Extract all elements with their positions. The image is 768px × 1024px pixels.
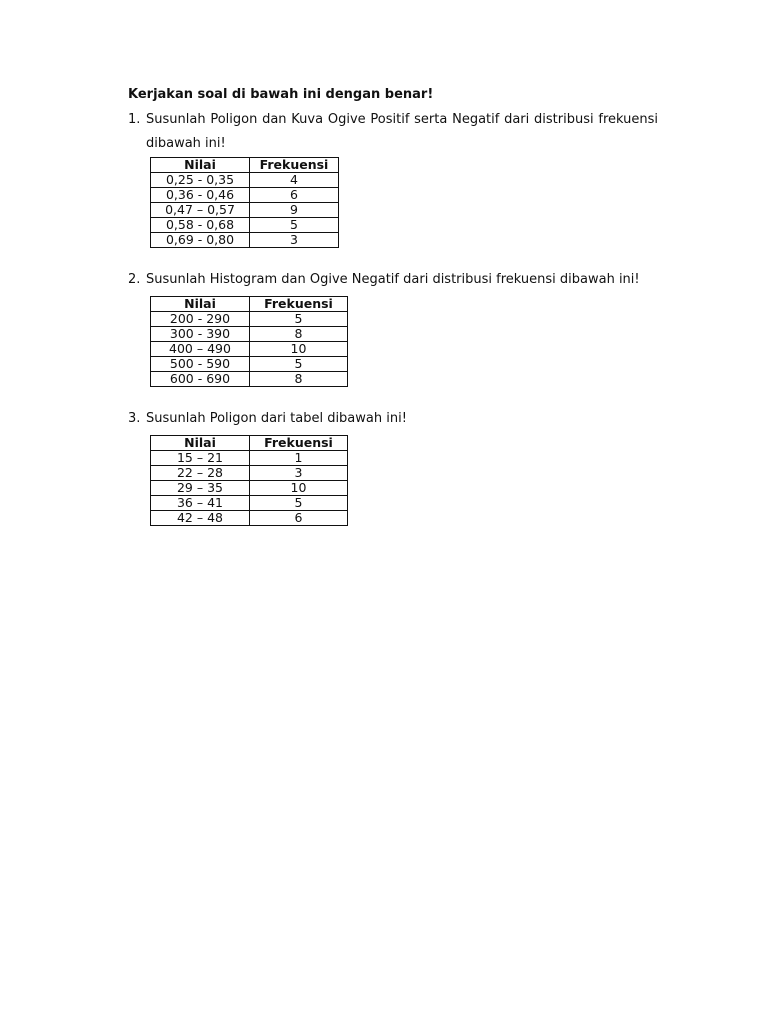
page-title: Kerjakan soal di bawah ini dengan benar!: [128, 87, 434, 102]
nilai-cell: 22 – 28: [151, 466, 250, 481]
frekuensi-cell: 5: [250, 312, 348, 327]
question-number: 2.: [128, 272, 141, 287]
table-row: [151, 466, 348, 481]
frekuensi-cell: 8: [250, 372, 348, 387]
table-row: [151, 496, 348, 511]
nilai-cell: 15 – 21: [151, 451, 250, 466]
frekuensi-cell: 1: [250, 451, 348, 466]
nilai-cell: 500 - 590: [151, 357, 250, 372]
nilai-cell: 400 – 490: [151, 342, 250, 357]
table-header-row: [151, 158, 339, 173]
nilai-cell: 42 – 48: [151, 511, 250, 526]
frekuensi-cell: 9: [250, 203, 339, 218]
frekuensi-cell: 6: [250, 188, 339, 203]
table-row: [151, 173, 339, 188]
question-1: [128, 108, 658, 156]
nilai-cell: 0,58 - 0,68: [151, 218, 250, 233]
column-header-frekuensi: Frekuensi: [250, 436, 348, 451]
nilai-cell: 600 - 690: [151, 372, 250, 387]
question-text: Susunlah Histogram dan Ogive Negatif dari distribusi frekuensi dibawah ini!: [146, 272, 640, 287]
frequency-table-2: [150, 296, 348, 387]
frekuensi-cell: 10: [250, 342, 348, 357]
nilai-cell: 36 – 41: [151, 496, 250, 511]
frekuensi-cell: 5: [250, 496, 348, 511]
table-row: [151, 188, 339, 203]
frekuensi-cell: 6: [250, 511, 348, 526]
nilai-cell: 200 - 290: [151, 312, 250, 327]
frekuensi-cell: 5: [250, 357, 348, 372]
table-row: [151, 203, 339, 218]
table-row: [151, 481, 348, 496]
table-row: [151, 327, 348, 342]
table-row: [151, 357, 348, 372]
frekuensi-cell: 3: [250, 466, 348, 481]
column-header-nilai: Nilai: [151, 158, 250, 173]
nilai-cell: 0,25 - 0,35: [151, 173, 250, 188]
table-row: [151, 233, 339, 248]
question-text: Susunlah Poligon dan Kuva Ogive Positif serta Negatif dari distribusi frekuensi dibawah ini!: [146, 112, 658, 151]
frekuensi-cell: 3: [250, 233, 339, 248]
table-row: [151, 218, 339, 233]
table-header-row: [151, 297, 348, 312]
question-number: 1.: [128, 112, 141, 127]
table-row: [151, 312, 348, 327]
column-header-frekuensi: Frekuensi: [250, 158, 339, 173]
question-number: 3.: [128, 411, 141, 426]
nilai-cell: 29 – 35: [151, 481, 250, 496]
frekuensi-cell: 10: [250, 481, 348, 496]
table-row: [151, 451, 348, 466]
table-header-row: [151, 436, 348, 451]
table-row: [151, 342, 348, 357]
table-row: [151, 511, 348, 526]
table-row: [151, 372, 348, 387]
question-text: Susunlah Poligon dari tabel dibawah ini!: [146, 411, 407, 426]
question-2: [128, 268, 658, 292]
column-header-nilai: Nilai: [151, 436, 250, 451]
nilai-cell: 0,47 – 0,57: [151, 203, 250, 218]
frekuensi-cell: 5: [250, 218, 339, 233]
frekuensi-cell: 4: [250, 173, 339, 188]
nilai-cell: 0,36 - 0,46: [151, 188, 250, 203]
frequency-table-1: [150, 157, 339, 248]
column-header-nilai: Nilai: [151, 297, 250, 312]
frekuensi-cell: 8: [250, 327, 348, 342]
nilai-cell: 0,69 - 0,80: [151, 233, 250, 248]
nilai-cell: 300 - 390: [151, 327, 250, 342]
frequency-table-3: [150, 435, 348, 526]
column-header-frekuensi: Frekuensi: [250, 297, 348, 312]
question-3: [128, 407, 658, 431]
